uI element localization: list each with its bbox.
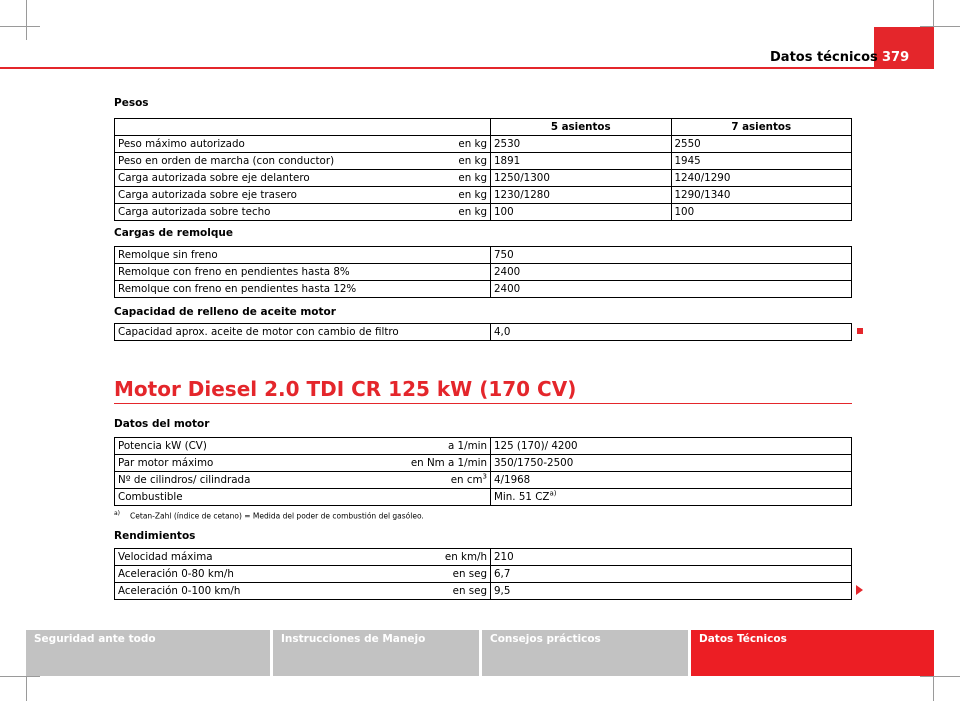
section-heading-remolque: Cargas de remolque bbox=[114, 227, 233, 239]
row-label: Peso máximo autorizado bbox=[118, 137, 245, 150]
table-cell: 1250/1300 bbox=[491, 170, 672, 187]
table-cell: 210 bbox=[491, 549, 852, 566]
table-header-empty bbox=[115, 119, 491, 136]
row-label: Aceleración 0-100 km/h bbox=[118, 584, 241, 597]
page-number: 379 bbox=[882, 50, 910, 65]
table-row bbox=[115, 136, 852, 153]
unit-text: en cm bbox=[450, 473, 483, 486]
table-row bbox=[115, 264, 852, 281]
row-unit: en Nm a 1/min bbox=[410, 456, 487, 469]
row-label: Nº de cilindros/ cilindrada bbox=[118, 473, 251, 486]
section-heading-motor: Datos del motor bbox=[114, 418, 210, 430]
table-row bbox=[115, 472, 852, 489]
table-row bbox=[115, 324, 852, 341]
footnote-text: Cetan-Zahl (índice de cetano) = Medida del poder de combustión del gasóleo. bbox=[130, 511, 424, 521]
table-cell: 1891 bbox=[491, 153, 672, 170]
row-label: Carga autorizada sobre eje delantero bbox=[118, 171, 310, 184]
table-row bbox=[115, 187, 852, 204]
row-unit: en kg bbox=[458, 154, 487, 167]
row-label: Remolque con freno en pendientes hasta 8% bbox=[115, 264, 491, 281]
row-label: Velocidad máxima bbox=[118, 550, 213, 563]
footer-tab-label: Instrucciones de Manejo bbox=[281, 633, 426, 645]
table-cell: 2400 bbox=[491, 264, 852, 281]
row-unit: en kg bbox=[458, 171, 487, 184]
footnote bbox=[114, 510, 424, 521]
header-rule bbox=[0, 67, 934, 69]
row-unit: a 1/min bbox=[447, 439, 487, 452]
footer-tab-consejos[interactable] bbox=[482, 630, 688, 676]
table-cell bbox=[491, 489, 852, 506]
row-label: Remolque sin freno bbox=[115, 247, 491, 264]
table-cell: 2400 bbox=[491, 281, 852, 298]
table-cell: 1230/1280 bbox=[491, 187, 672, 204]
table-header-row bbox=[115, 119, 852, 136]
section-heading-aceite: Capacidad de relleno de aceite motor bbox=[114, 306, 336, 318]
footnote-mark: a) bbox=[114, 510, 121, 517]
chapter-rule bbox=[114, 403, 852, 404]
crop-mark bbox=[26, 0, 27, 40]
table-cell: 1290/1340 bbox=[671, 187, 852, 204]
cell-text: Min. 51 CZ bbox=[494, 490, 550, 503]
row-label: Capacidad aprox. aceite de motor con cambio de filtro bbox=[115, 324, 491, 341]
table-row bbox=[115, 489, 852, 506]
table-cell: 4/1968 bbox=[491, 472, 852, 489]
pesos-table bbox=[114, 118, 852, 221]
crop-mark bbox=[0, 26, 40, 27]
table-cell: 750 bbox=[491, 247, 852, 264]
footer-tab-label: Consejos prácticos bbox=[490, 633, 601, 645]
table-cell: 6,7 bbox=[491, 566, 852, 583]
table-row bbox=[115, 583, 852, 600]
rendimientos-table bbox=[114, 548, 852, 600]
table-cell: 2530 bbox=[491, 136, 672, 153]
footer-tab-label: Datos Técnicos bbox=[699, 633, 787, 645]
table-row bbox=[115, 153, 852, 170]
table-cell: 100 bbox=[671, 204, 852, 221]
chapter-title: Motor Diesel 2.0 TDI CR 125 kW (170 CV) bbox=[114, 377, 577, 401]
motor-table bbox=[114, 437, 852, 506]
row-label: Carga autorizada sobre techo bbox=[118, 205, 271, 218]
row-unit: en seg bbox=[452, 567, 487, 580]
footer-tab-instrucciones[interactable] bbox=[273, 630, 479, 676]
row-unit: en kg bbox=[458, 137, 487, 150]
crop-mark bbox=[0, 676, 40, 677]
row-label: Peso en orden de marcha (con conductor) bbox=[118, 154, 335, 167]
row-unit: en km/h bbox=[444, 550, 487, 563]
continue-arrow-icon bbox=[856, 585, 863, 595]
table-header-cell: 7 asientos bbox=[671, 119, 852, 136]
table-cell: 1945 bbox=[671, 153, 852, 170]
table-row bbox=[115, 204, 852, 221]
table-row bbox=[115, 170, 852, 187]
footnote-ref: a) bbox=[549, 489, 557, 498]
page-header-title: Datos técnicos bbox=[770, 50, 878, 65]
table-cell: 1240/1290 bbox=[671, 170, 852, 187]
unit-superscript: 3 bbox=[482, 472, 487, 481]
table-row bbox=[115, 438, 852, 455]
row-label: Potencia kW (CV) bbox=[118, 439, 207, 452]
table-cell: 100 bbox=[491, 204, 672, 221]
table-cell: 125 (170)/ 4200 bbox=[491, 438, 852, 455]
table-header-cell: 5 asientos bbox=[491, 119, 672, 136]
section-heading-pesos: Pesos bbox=[114, 97, 149, 109]
table-cell: 9,5 bbox=[491, 583, 852, 600]
footer-tab-datos-tecnicos[interactable] bbox=[691, 630, 934, 676]
row-unit: en kg bbox=[458, 205, 487, 218]
table-row bbox=[115, 566, 852, 583]
footer-tab-label: Seguridad ante todo bbox=[34, 633, 156, 645]
row-unit: en seg bbox=[452, 584, 487, 597]
table-row bbox=[115, 549, 852, 566]
footer-tab-seguridad[interactable] bbox=[26, 630, 270, 676]
crop-mark bbox=[920, 676, 960, 677]
table-row bbox=[115, 455, 852, 472]
row-unit bbox=[451, 473, 487, 488]
aceite-table bbox=[114, 323, 852, 341]
section-end-square-icon bbox=[857, 328, 863, 334]
row-label: Par motor máximo bbox=[118, 456, 214, 469]
row-label: Aceleración 0-80 km/h bbox=[118, 567, 234, 580]
row-label: Carga autorizada sobre eje trasero bbox=[118, 188, 297, 201]
row-unit: en kg bbox=[458, 188, 487, 201]
table-cell: 350/1750-2500 bbox=[491, 455, 852, 472]
table-cell: 4,0 bbox=[491, 324, 852, 341]
row-label: Remolque con freno en pendientes hasta 12% bbox=[115, 281, 491, 298]
table-row bbox=[115, 281, 852, 298]
table-cell: 2550 bbox=[671, 136, 852, 153]
remolque-table bbox=[114, 246, 852, 298]
table-row bbox=[115, 247, 852, 264]
section-heading-rendimientos: Rendimientos bbox=[114, 530, 196, 542]
row-label: Combustible bbox=[118, 490, 183, 503]
